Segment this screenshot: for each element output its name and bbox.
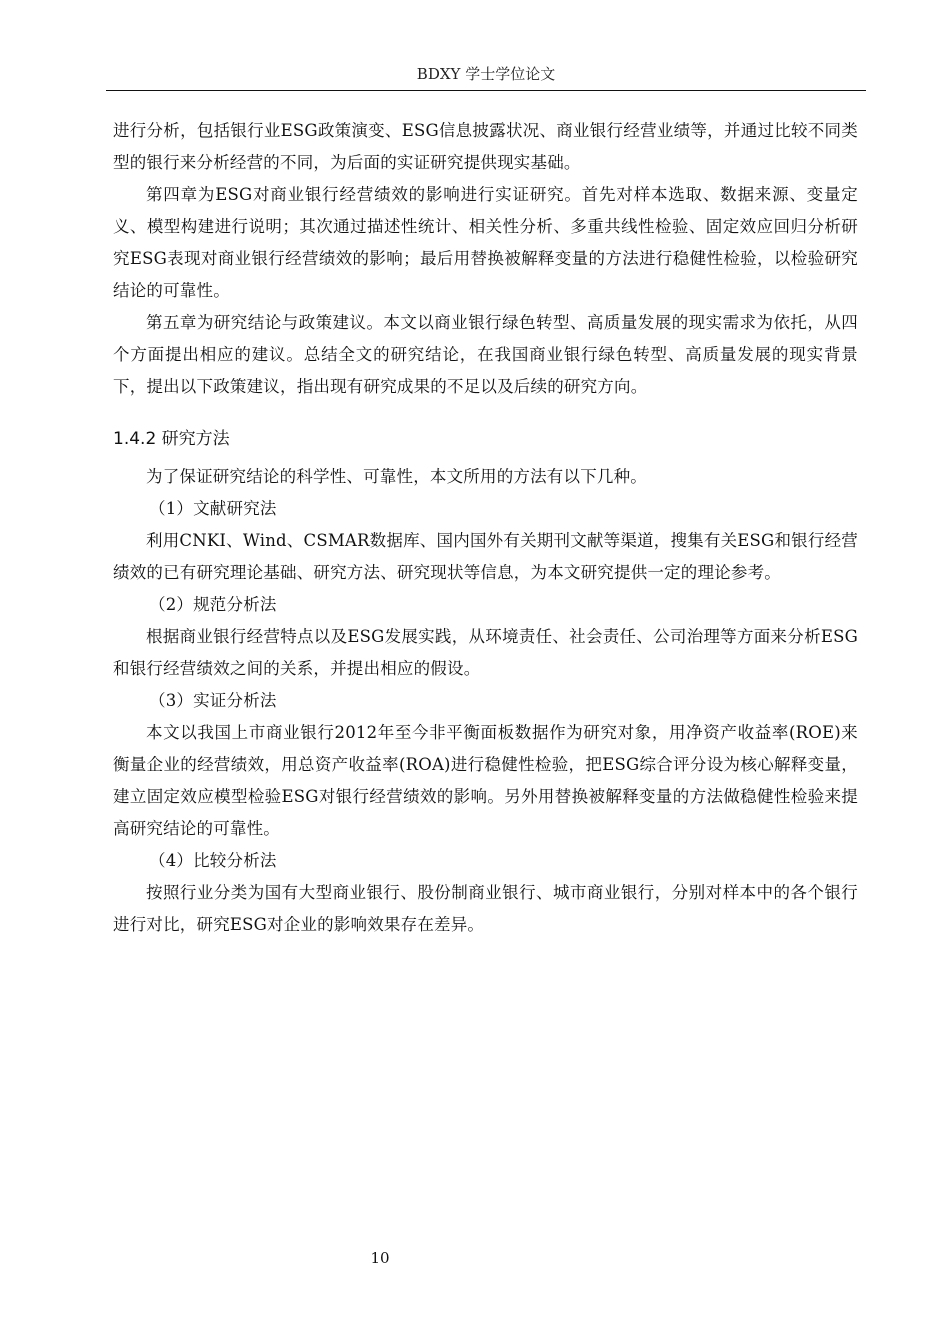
page-header: BDXY 学士学位论文 [416, 65, 556, 83]
method-title-literature: （1）文献研究法 [149, 499, 277, 518]
header-divider [106, 90, 866, 91]
paragraph-chapter-four: 第四章为ESG对商业银行经营绩效的影响进行实证研究。首先对样本选取、数据来源、变量定义、模型构建进行说明；其次通过描述性统计、相关性分析、多重共线性检验、固定效应回归分析研究ESG表现对商业银行经营绩效的影响；最后用替换被解释变量的方法进行稳健性检验，以检验研究结论的可靠性。 [113, 185, 858, 300]
method-title-empirical: （3）实证分析法 [149, 691, 277, 710]
method-title-comparative: （4）比较分析法 [149, 851, 277, 870]
paragraph-chapter-five: 第五章为研究结论与政策建议。本文以商业银行绿色转型、高质量发展的现实需求为依托，从四个方面提出相应的建议。总结全文的研究结论，在我国商业银行绿色转型、高质量发展的现实背景下，提出以下政策建议，指出现有研究成果的不足以及后续的研究方向。 [113, 313, 858, 396]
method-title-normative: （2）规范分析法 [149, 595, 277, 614]
page-number: 10 [370, 1249, 390, 1267]
section-heading: 1.4.2 研究方法 [113, 429, 230, 449]
section-intro: 为了保证研究结论的科学性、可靠性，本文所用的方法有以下几种。 [146, 467, 647, 486]
method-text-empirical: 本文以我国上市商业银行2012年至今非平衡面板数据作为研究对象，用净资产收益率(ROE)来衡量企业的经营绩效，用总资产收益率(ROA)进行稳健性检验，把ESG综合评分设为核心解释变量，建立固定效应模型检验ESG对银行经营绩效的影响。另外用替换被解释变量的方法做稳健性检验来提高研究结论的可靠性。 [113, 723, 858, 838]
method-text-comparative: 按照行业分类为国有大型商业银行、股份制商业银行、城市商业银行，分别对样本中的各个银行进行对比，研究ESG对企业的影响效果存在差异。 [113, 883, 858, 934]
document-body [113, 115, 858, 941]
paragraph-continued: 进行分析，包括银行业ESG政策演变、ESG信息披露状况、商业银行经营业绩等，并通过比较不同类型的银行来分析经营的不同，为后面的实证研究提供现实基础。 [113, 121, 858, 172]
method-text-normative: 根据商业银行经营特点以及ESG发展实践，从环境责任、社会责任、公司治理等方面来分析ESG和银行经营绩效之间的关系，并提出相应的假设。 [113, 627, 858, 678]
method-text-literature: 利用CNKI、Wind、CSMAR数据库、国内国外有关期刊文献等渠道，搜集有关ESG和银行经营绩效的已有研究理论基础、研究方法、研究现状等信息，为本文研究提供一定的理论参考。 [113, 531, 858, 582]
